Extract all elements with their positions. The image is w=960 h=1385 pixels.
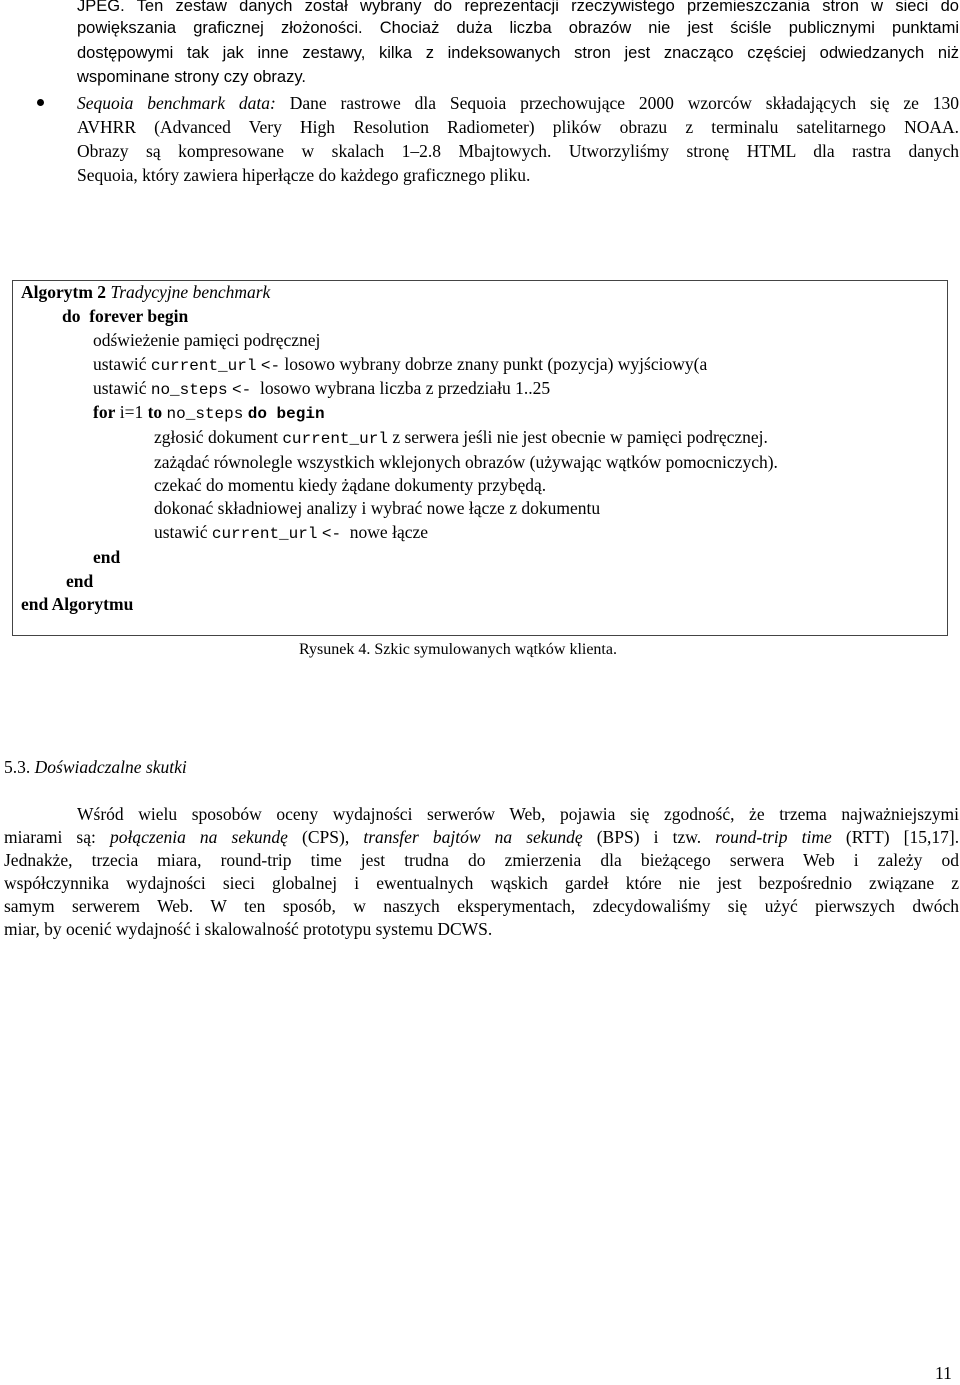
algo-line-do-forever	[62, 305, 188, 327]
body-line-5: samym serwerem Web. W ten sposób, w naszych eksperymentach, zdecydowaliśmy się użyć pierwszych dwóch	[4, 896, 959, 916]
algo-line-set-url	[93, 353, 707, 377]
algo-end-outer	[66, 570, 93, 592]
body-text: (CPS),	[302, 827, 350, 847]
set-word: ustawić	[93, 378, 147, 398]
algo-line-parse: dokonać składniowej analizy i wybrać nowe łącze z dokumentu	[154, 498, 601, 518]
bullet-line-4: Sequoia, który zawiera hiperłącze do każdego graficznego pliku.	[77, 165, 531, 185]
keyword-to: to	[147, 402, 163, 422]
algo-line-refresh: odświeżenie pamięci podręcznej	[93, 330, 321, 350]
var-no-steps: no_steps	[150, 381, 228, 399]
algorithm-name: Tradycyjne benchmark	[110, 282, 271, 302]
bullet-dot	[37, 99, 44, 106]
keyword-end: end	[66, 571, 94, 591]
keyword-end-algorithm: end Algorytmu	[21, 594, 134, 614]
var-no-steps: no_steps	[166, 405, 244, 423]
keyword-forever-begin: forever begin	[89, 306, 189, 326]
term-rtt: round-trip time	[715, 827, 832, 847]
algo-line-wait: czekać do momentu kiedy żądane dokumenty przybędą.	[154, 475, 547, 495]
var-current-url: current_url	[282, 430, 388, 448]
keyword-end: end	[93, 547, 121, 567]
assign-arrow: <-	[321, 525, 342, 543]
body-line-1: Wśród wielu sposobów oceny wydajności serwerów Web, pojawia się zgodność, że trzema najważniejszymi	[77, 804, 959, 824]
intro-line-2: powiększania graficznej złożoności. Chociaż duża liczba obrazów nie jest ściśle publicznymi punktami	[77, 19, 959, 37]
bullet-line-3: Obrazy są kompresowane w skalach 1–2.8 Mbajtowych. Utworzyliśmy stronę HTML dla rastra danych	[77, 141, 959, 161]
intro-line-1: JPEG. Ten zestaw danych został wybrany do reprezentacji rzeczywistego przemieszczania stron w sieci do	[77, 0, 959, 15]
term-cps: połączenia na sekundę	[110, 827, 288, 847]
set-word: ustawić	[154, 522, 208, 542]
algo-line-for	[93, 401, 325, 425]
algo-line-set-new	[154, 521, 428, 545]
body-line-6: miar, by ocenić wydajność i skalowalność prototypu systemu DCWS.	[4, 919, 493, 939]
algo-line-request-images: zażądać równolegle wszystkich wklejonych obrazów (używając wątków pomocniczych).	[154, 452, 778, 472]
page-number: 11	[935, 1363, 952, 1383]
bullet-line-2: AVHRR (Advanced Very High Resolution Radiometer) plików obrazu z terminalu satelitarnego NOAA.	[77, 117, 959, 137]
section-heading	[4, 756, 187, 778]
var-current-url: current_url	[211, 525, 318, 543]
bullet-line-1	[77, 92, 959, 114]
bullet-text-1: Dane rastrowe dla Sequoia przechowujące 2000 wzorców składających się ze 130	[289, 93, 959, 113]
intro-line-3: dostępowymi tak jak inne zestawy, kilka z indeksowanych stron jest znacząco częściej odwiedzanych niż	[77, 44, 959, 62]
random-steps-text: losowo wybrana liczba z przedziału 1..25	[259, 378, 551, 398]
assign-arrow: <-	[260, 357, 281, 375]
algorithm-number: Algorytm 2	[21, 282, 107, 302]
body-text: (BPS) i tzw.	[596, 827, 702, 847]
loop-var: i=1	[119, 402, 144, 422]
intro-line-4: wspominane strony czy obrazy.	[77, 68, 306, 86]
algo-end-algorithm	[21, 593, 133, 615]
body-text: (RTT) [15,17].	[845, 827, 960, 847]
term-bps: transfer bajtów na sekundę	[363, 827, 583, 847]
report-rest-text: z serwera jeśli nie jest obecnie w pamięci podręcznej.	[392, 427, 768, 447]
keyword-do-begin: do begin	[247, 405, 325, 423]
body-line-2	[4, 826, 959, 848]
keyword-for: for	[93, 402, 116, 422]
bullet-label: Sequoia benchmark data:	[77, 93, 276, 113]
assign-arrow: <-	[232, 381, 252, 399]
algo-line-set-steps	[93, 377, 550, 401]
figure-caption: Rysunek 4. Szkic symulowanych wątków klienta.	[299, 641, 617, 658]
section-title: Doświadczalne skutki	[34, 757, 187, 777]
body-line-4: współczynnika wydajności sieci globalnej i ewentualnych wąskich gardeł które nie jest bezpośrednio związane z	[4, 873, 959, 893]
section-number: 5.3.	[4, 757, 31, 777]
new-link-text: nowe łącze	[349, 522, 429, 542]
body-line-3: Jednakże, trzecia miara, round-trip time jest trudna do zmierzenia dla bieżącego serwera Web i zależy od	[4, 850, 959, 870]
algo-line-report	[154, 426, 768, 450]
algo-end-inner	[93, 546, 120, 568]
algorithm-heading	[21, 281, 270, 303]
var-current-url: current_url	[150, 357, 257, 375]
body-text: miarami są:	[4, 827, 96, 847]
keyword-do: do	[62, 306, 81, 326]
set-word: ustawić	[93, 354, 147, 374]
random-start-text: losowo wybrany dobrze znany punkt (pozycja) wyjściowy(a	[284, 354, 708, 374]
report-text: zgłosić dokument	[154, 427, 278, 447]
